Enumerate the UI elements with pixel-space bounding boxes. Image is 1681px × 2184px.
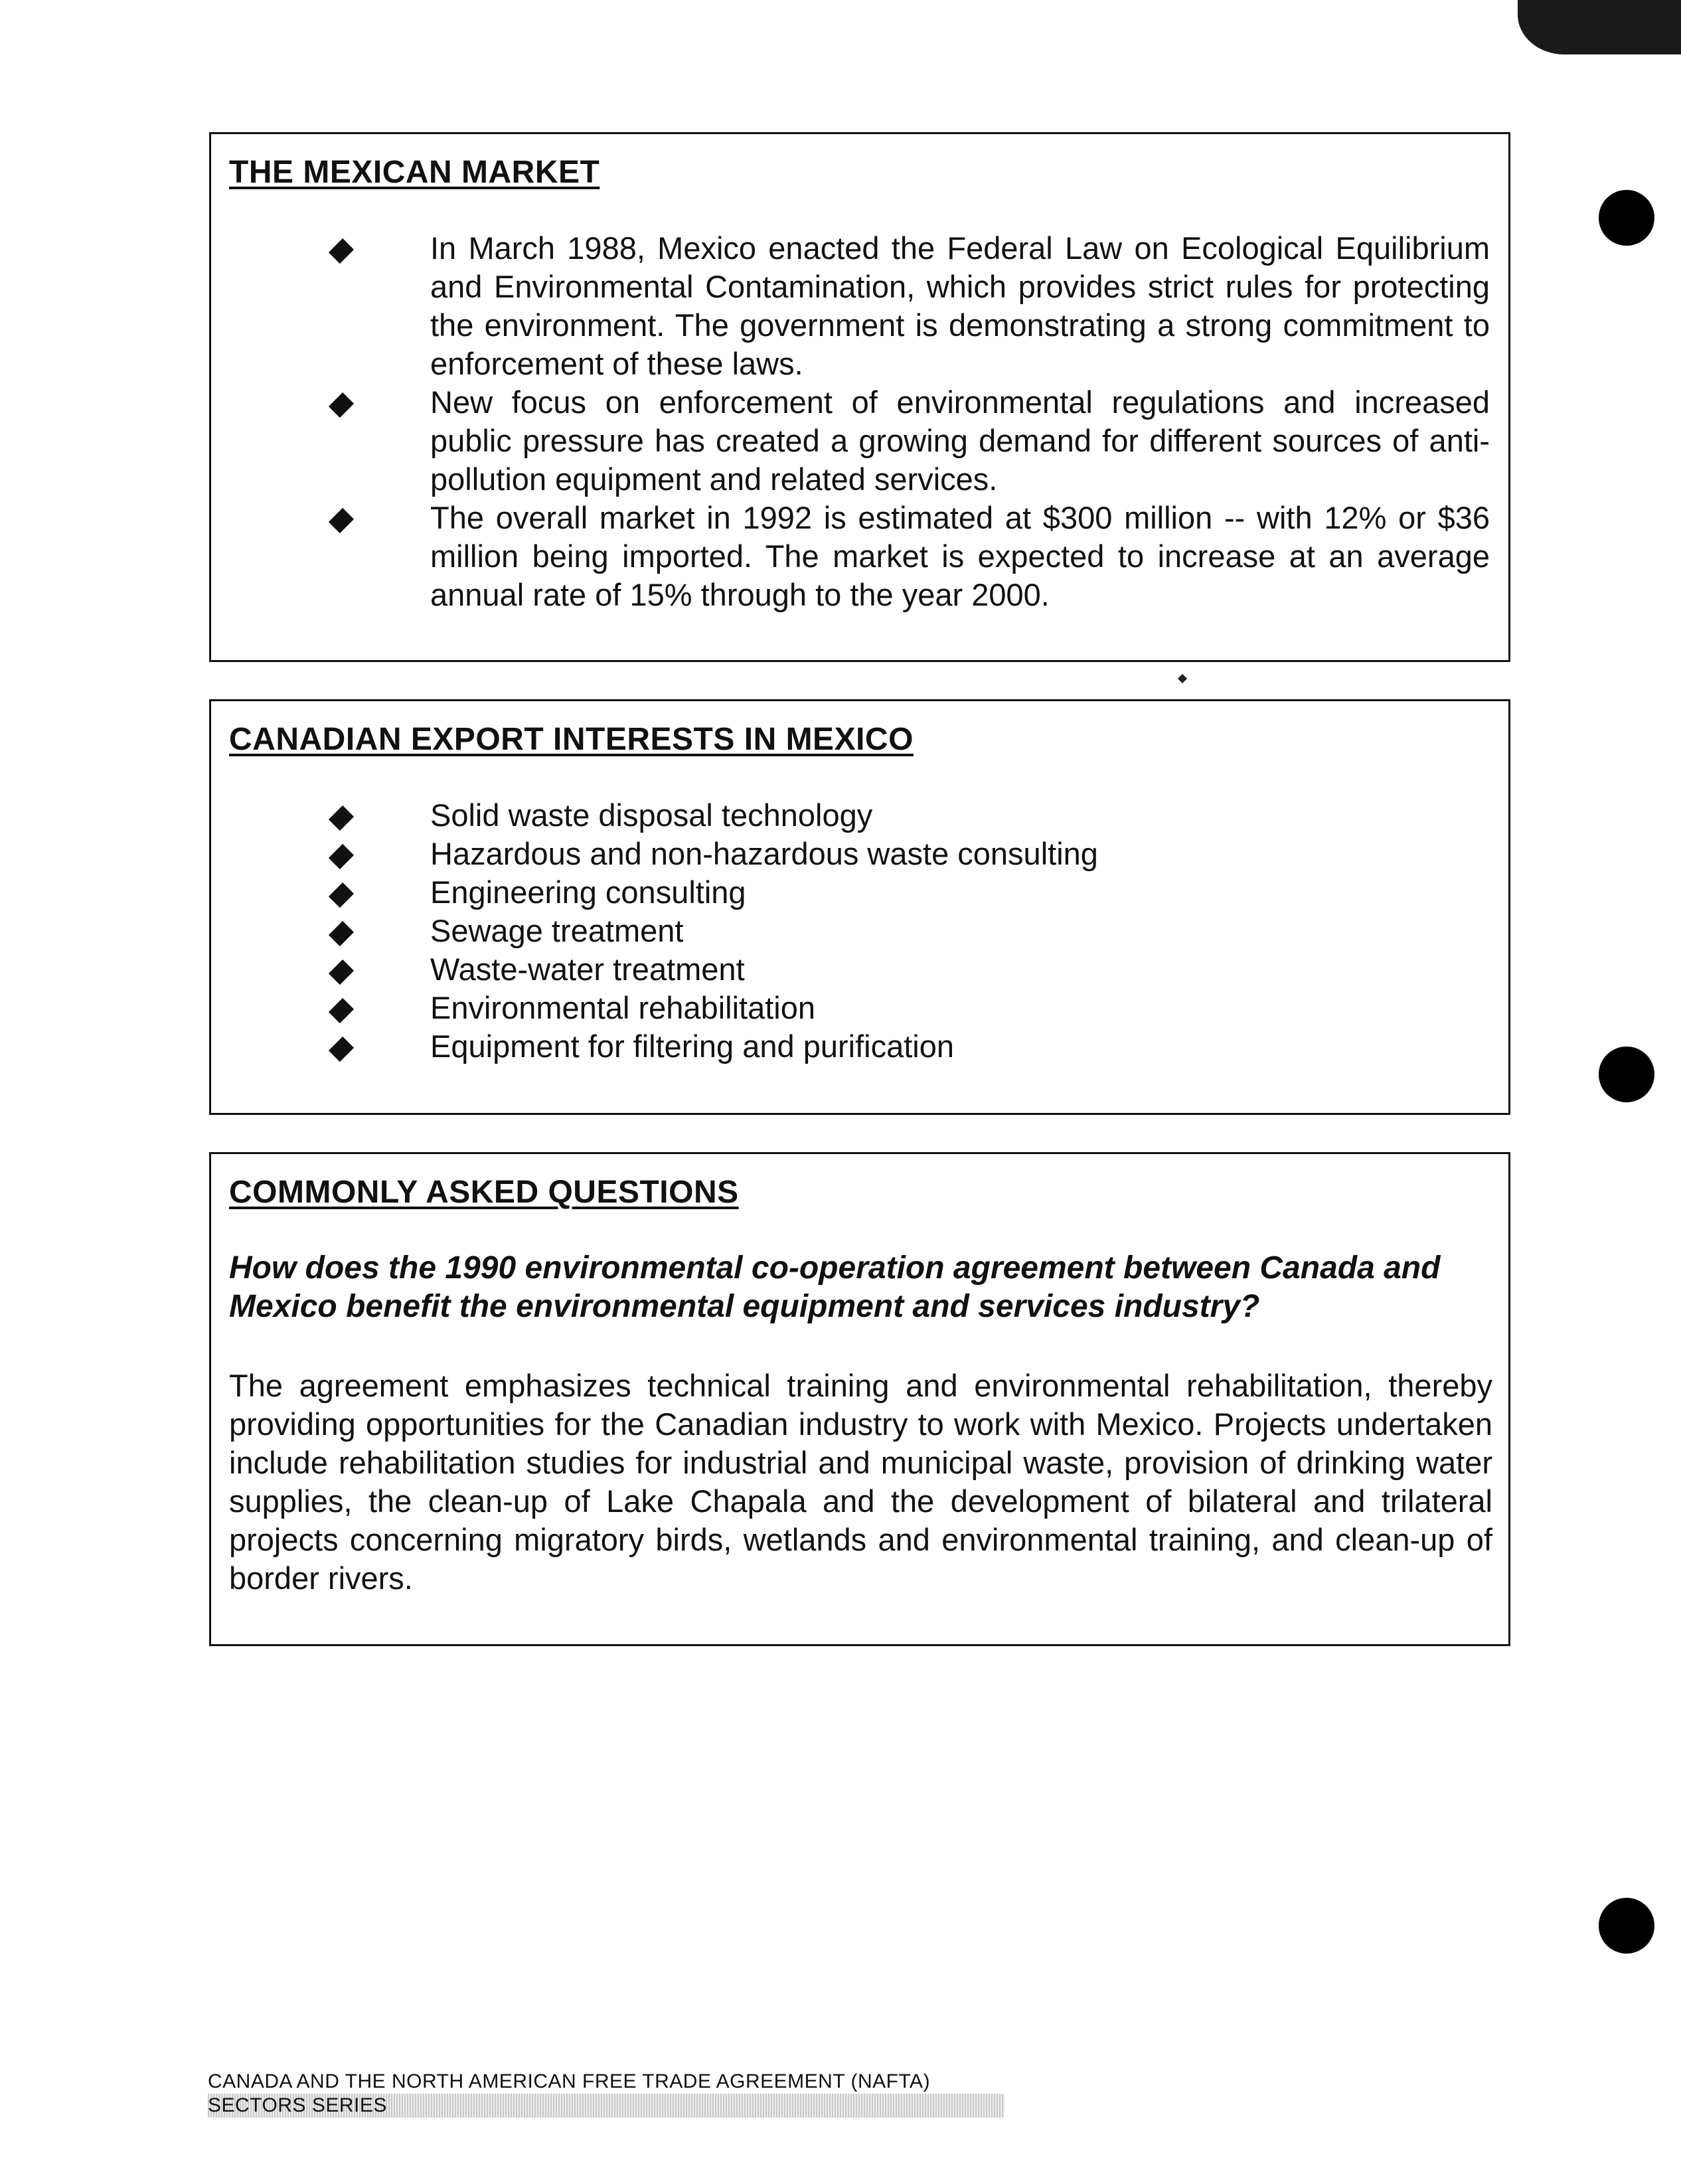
diamond-bullet-icon — [329, 844, 354, 869]
stray-diamond-mark — [1178, 674, 1187, 683]
interest-item-text: Solid waste disposal technology — [430, 798, 873, 833]
faq-answer: The agreement emphasizes technical training and environmental rehabilitation, thereby providing opportunities for the Canadian industry to work with Mexico. Projects undertaken include rehabilitation studies for industrial and municipal waste, provision of drinking water supplies, the clean-up of Lake Chapala and the development of bilateral and trilateral projects concerning migratory birds, wetlands and environmental training, and clean-up of border rivers. — [229, 1368, 1492, 1596]
interest-item-text: Waste-water treatment — [430, 952, 745, 987]
punch-hole — [1599, 1898, 1654, 1954]
interest-item — [211, 873, 1508, 912]
interest-item — [211, 1027, 1508, 1066]
mexican-market-heading: THE MEXICAN MARKET — [229, 155, 600, 190]
interest-item — [211, 989, 1508, 1027]
interest-item — [211, 835, 1508, 873]
scan-corner-mark — [1518, 0, 1681, 54]
punch-hole — [1599, 190, 1654, 246]
diamond-bullet-icon — [329, 960, 354, 985]
mexican-market-bullets — [211, 229, 1508, 614]
diamond-bullet-icon — [329, 508, 354, 533]
export-interests-list — [211, 796, 1508, 1066]
market-bullet — [211, 383, 1508, 499]
market-bullet-text: The overall market in 1992 is estimated at $300 million -- with 12% or $36 million being imported. The market is expected to increase at an average annual rate of 15% through to the year 2000. — [430, 500, 1490, 612]
diamond-bullet-icon — [329, 805, 354, 831]
interest-item — [211, 950, 1508, 989]
export-interests-box — [209, 699, 1510, 1115]
diamond-bullet-icon — [329, 998, 354, 1023]
interest-item-text: Equipment for filtering and purification — [430, 1029, 954, 1064]
market-bullet-text: New focus on enforcement of environmental regulations and increased public pressure has created a growing demand for different sources of anti-pollution equipment and related services. — [430, 384, 1490, 497]
diamond-bullet-icon — [329, 882, 354, 908]
interest-item — [211, 912, 1508, 950]
faq-question: How does the 1990 environmental co-operation agreement between Canada and Mexico benefit the environmental equipment and services industry? — [229, 1250, 1441, 1324]
market-bullet — [211, 229, 1508, 383]
interest-item-text: Hazardous and non-hazardous waste consulting — [430, 836, 1098, 871]
questions-heading: COMMONLY ASKED QUESTIONS — [229, 1175, 739, 1210]
mexican-market-box — [209, 132, 1510, 662]
interest-item-text: Engineering consulting — [430, 875, 746, 910]
page-footer — [208, 2070, 1004, 2118]
market-bullet — [211, 499, 1508, 614]
footer-series-label: SECTORS SERIES — [208, 2094, 1004, 2118]
interest-item-text: Environmental rehabilitation — [430, 990, 815, 1025]
footer-title: CANADA AND THE NORTH AMERICAN FREE TRADE AGREEMENT (NAFTA) — [208, 2070, 931, 2092]
export-interests-heading: CANADIAN EXPORT INTERESTS IN MEXICO — [229, 722, 914, 757]
questions-box — [209, 1152, 1510, 1646]
diamond-bullet-icon — [329, 921, 354, 946]
diamond-bullet-icon — [329, 392, 354, 418]
interest-item-text: Sewage treatment — [430, 913, 684, 948]
punch-hole — [1599, 1047, 1654, 1102]
interest-item — [211, 796, 1508, 835]
diamond-bullet-icon — [329, 1037, 354, 1062]
diamond-bullet-icon — [329, 238, 354, 264]
market-bullet-text: In March 1988, Mexico enacted the Federal Law on Ecological Equilibrium and Environmental Contamination, which provides strict rules for protecting the environment. The government is demonstrating a strong commitment to enforcement of these laws. — [430, 230, 1490, 381]
